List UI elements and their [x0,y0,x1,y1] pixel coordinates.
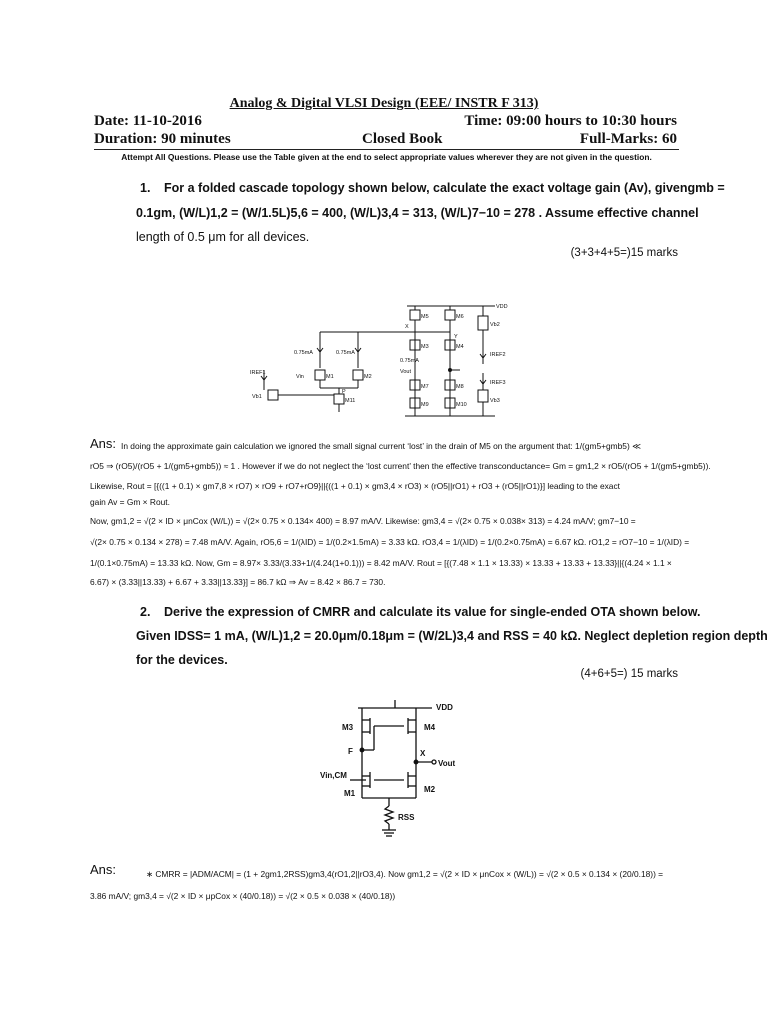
mb3-device [478,390,488,402]
q2-line-2: Given IDSS= 1 mA, (W/L)1,2 = 20.0μm/0.18μm = (W/2L)3,4 and RSS = 40 kΩ. Neglect depletion region depth [136,629,768,643]
m1-device [315,370,325,380]
folded-cascode-schematic [250,298,520,422]
q1-answer-line-8: 6.67) × (3.33||13.33) + 6.67 + 3.33||13.33}] = 86.7 kΩ ⇒ Av = 8.42 × 86.7 = 730. [90,577,386,587]
q1-marks: (3+3+4+5=)15 marks [570,247,678,259]
fig1-current-2-label: 0.75mA [336,350,355,356]
exam-date: Date: 11-10-2016 [94,113,202,129]
fig1-x-label: X [405,324,409,330]
fig1-m4-label: M4 [456,344,464,350]
fig1-m8-label: M8 [456,384,464,390]
fig1-p-label: P [342,389,346,395]
q1-answer-line-5: Now, gm1,2 = √(2 × ID × μnCox (W/L)) = √(2× 0.75 × 0.134× 400) = 8.97 mA/V. Likewise: gm3,4 = √(2× 0.75 × 0.038× 313) = 4.24 mA/V; gm7−10 = [90,516,636,526]
fig1-vb2-label: Vb2 [490,322,500,328]
fig1-m7-label: M7 [421,384,429,390]
rss-resistor [385,806,393,824]
exam-book-type: Closed Book [362,131,443,147]
q1-line-2: 0.1gm, (W/L)1,2 = (W/1.5L)5,6 = 400, (W/L)3,4 = 313, (W/L)7−10 = 278 . Assume effective channel [136,206,699,220]
q1-answer-line-4: gain Av = Gm × Rout. [90,497,170,507]
q1-answer-line-1: In doing the approximate gain calculation we ignored the small signal current ‘lost’ in the drain of M5 on the argument that: 1/(gm5+gmb5) ≪ [121,441,641,451]
fig1-iref2-label: IREF2 [490,352,506,358]
fig1-vb3-label: Vb3 [490,398,500,404]
mb1-device [268,390,278,400]
m2-device [353,370,363,380]
fig1-m10-label: M10 [456,402,467,408]
fig2-vin-label: Vin,CM [320,771,347,780]
fig2-vdd-label: VDD [436,703,453,712]
m5-device [410,310,420,320]
fig1-current-3-label: 0.75mA [400,358,419,364]
q1-line-3: length of 0.5 μm for all devices. [136,230,310,244]
fig1-m5-label: M5 [421,314,429,320]
fig2-vout-label: Vout [438,759,456,768]
fig1-m9-label: M9 [421,402,429,408]
exam-instructions: Attempt All Questions. Please use the Table given at the end to select appropriate values wherever they are not given in the question. [121,152,652,162]
fig1-y-label: Y [454,334,458,340]
q2-answer-line-2: 3.86 mA/V; gm3,4 = √(2 × ID × μpCox × (40/0.18)) = √(2 × 0.5 × 0.038 × (40/0.18)) [90,891,396,901]
fig1-iref3-label: IREF3 [490,380,506,386]
q2-number: 2. [140,605,151,619]
fig1-iref1-label: IREF1 [250,370,266,376]
fig2-rss-label: RSS [398,813,415,822]
fig2-x-label: X [420,749,426,758]
fig1-m2-label: M2 [364,374,372,380]
header-divider [94,149,679,150]
exam-title: Analog & Digital VLSI Design (EEE/ INSTR F 313) [229,96,539,111]
fig2-f-label: F [348,747,353,756]
q1-number: 1. [140,181,151,195]
fig1-vout-label: Vout [400,369,412,375]
fig2-m3-label: M3 [342,723,354,732]
single-ended-ota-schematic [320,698,500,842]
mb2-device [478,316,488,330]
m11-device [334,394,344,404]
q1-answer-line-3: Likewise, Rout = [{((1 + 0.1) × gm7,8 × rO7) × rO9 + rO7+rO9}||{((1 + 0.1) × gm3,4 × rO3) × (rO5||rO1) + rO3 + (rO5||rO1)}] leading to the exact [90,481,620,491]
fig1-vb1-label: Vb1 [252,394,262,400]
fig1-m11-label: M11 [345,398,356,404]
q2-answer-label: Ans: [90,862,117,877]
fig1-m1-label: M1 [326,374,334,380]
q2-line-1: Derive the expression of CMRR and calculate its value for single-ended OTA shown below. [164,605,701,619]
fig1-vdd-label: VDD [496,304,508,310]
fig1-current-1-label: 0.75mA [294,350,313,356]
m6-device [445,310,455,320]
q1-answer-line-6: √(2× 0.75 × 0.134 × 278) = 7.48 mA/V. Again, rO5,6 = 1/(λID) = 1/(0.2×1.5mA) = 3.33 kΩ. rO3,4 = 1/(λID) = 1/(0.2×0.75mA) = 6.67 kΩ. rO1,2 = rO7−10 = 1/(λID) = [90,537,690,547]
fig2-m1-label: M1 [344,789,356,798]
q2-line-3: for the devices. [136,653,228,667]
fig1-vin-label: Vin [296,374,304,380]
q1-answer-label: Ans: [90,436,117,451]
fig2-m2-label: M2 [424,785,436,794]
fig1-m6-label: M6 [456,314,464,320]
q1-answer-line-2: rO5 ⇒ (rO5)/(rO5 + 1/(gm5+gmb5)) ≈ 1 . However if we do not neglect the ‘lost current’ then the effective transconductance= Gm = gm1,2 × rO5/(rO5 + 1/(gm5+gmb5)). [90,461,711,471]
exam-duration: Duration: 90 minutes [94,131,231,147]
exam-time: Time: 09:00 hours to 10:30 hours [464,113,677,129]
fig2-m4-label: M4 [424,723,436,732]
q2-marks: (4+6+5=) 15 marks [580,668,678,680]
q2-answer-line-1: ∗ CMRR = |ADM/ACM| = (1 + 2gm1,2RSS)gm3,4(rO1,2||rO3,4). Now gm1,2 = √(2 × ID × μnCox × (W/L)) = √(2 × 0.5 × 0.134 × (20/0.18)) = [146,869,664,879]
exam-full-marks: Full-Marks: 60 [579,131,677,147]
q1-answer-line-7: 1/(0.1×0.75mA) = 13.33 kΩ. Now, Gm = 8.97× 3.33/(3.33+1/(4.24(1+0.1))) = 8.42 mA/V. Rout = [{(7.48 × 1.1 × 13.33) × 13.33 + 13.33 + 13.33}||{(4.24 × 1.1 × [90,558,672,568]
fig1-m3-label: M3 [421,344,429,350]
q1-line-1: For a folded cascade topology shown below, calculate the exact voltage gain (Av), givengmb = [164,181,725,195]
